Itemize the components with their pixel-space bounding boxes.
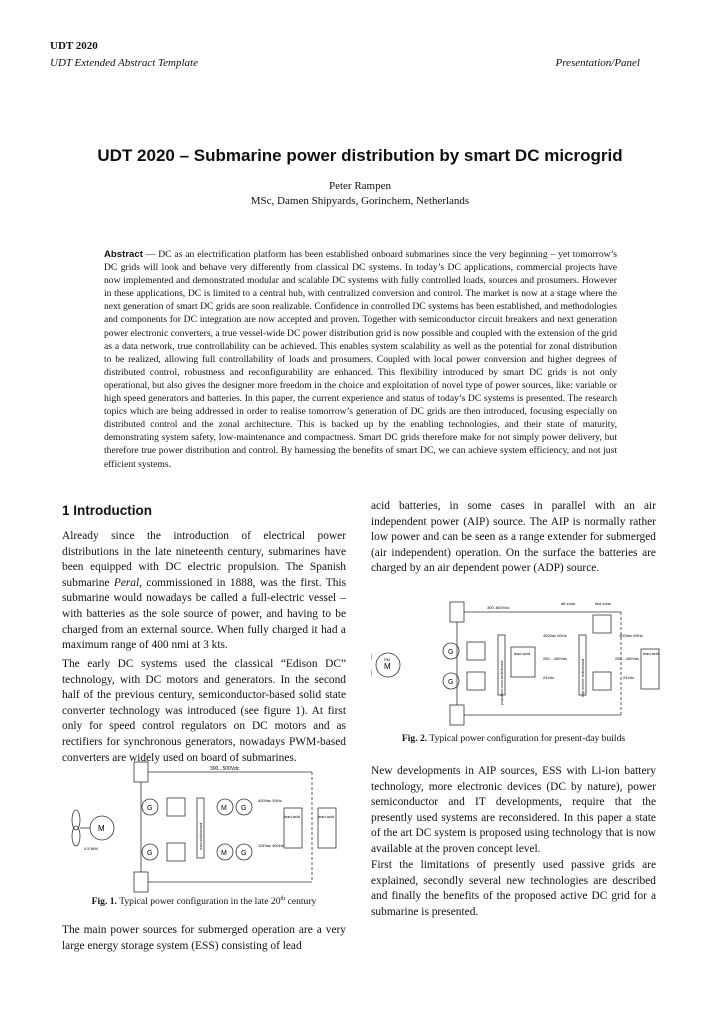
- fig2-motor-symbol: M: [384, 662, 391, 671]
- author-name: Peter Rampen: [328, 180, 391, 192]
- fig1-mg-bottom-gen: G: [241, 850, 247, 857]
- fig1-mg-bottom-rating: 115Vac 400Hz: [258, 843, 284, 848]
- p1-text-b: , commissioned in 1888, was the first. This submarine would nowadays be called a full-electric vessel – with batteries as the sole source of power, and having to be charged from an external source. When fully charged it had a maximum range of 400 nmi at 3 kts.: [62, 576, 347, 652]
- fig1-label: Fig. 1.: [91, 896, 117, 908]
- fig2-gen-bottom-label: G: [448, 679, 454, 686]
- fig2-battery-b: lead acid: [643, 651, 660, 656]
- fig2-label: Fig. 2.: [401, 733, 428, 744]
- fig2-bus-label: 300..800Vdc: [487, 605, 510, 610]
- intro-paragraph-5: New developments in AIP sources, ESS with Li-ion battery technology, more electronic devices (DC by nature), power semiconductor and IT developments, require that the presently used systems are reconsidered. In this paper a state of the art DC system is proposed using technology that is now available at the proven concept level.: [371, 765, 656, 855]
- fig2-switchboard-b-label: ship service switchboard: [581, 658, 585, 697]
- template-label: UDT Extended Abstract Template: [50, 57, 198, 69]
- intro-paragraph-6: First the limitations of presently used passive grids are explained, secondly several new technologies are described and finally the benefits of the proposed active DC grid for a submarine is presented.: [371, 859, 656, 918]
- p1-italic: Peral: [113, 576, 140, 589]
- fig1-gen-bottom-label: G: [147, 850, 153, 857]
- fig1-top-converter: [134, 762, 148, 782]
- fig1-mg-top-rating: 400Vac 50Hz: [258, 798, 282, 803]
- fig1-bottom-converter: [134, 872, 148, 892]
- fig1-motor-rating: 4.5 MW: [84, 846, 98, 851]
- abstract-text: — DC as an electrification platform has been established onboard submarines since the very beginning – yet tomorrow’s DC grids will look and behave very differently from classical DC systems. In today’s DC applications, commercial projects have now implemented and demonstrated modular and scalable DC systems with fully controlled loads, sources and prosumers. However in these applications, DC is limited to a central hub, with centralized conversion and control. The market is now at a stage where the next generation of smart DC grids are soon realizable. Confidence in controlled DC systems has been established, and methodologies and components for DC integration are now accepted and proven. Together with semiconductor circuit breakers and next generation power electronic converters, a true vessel-wide DC power distribution grid is now possible and coupled with the extension of the grid as a data network, true controllability can be achieved. This enables system scalability as well as the potential for zonal distribution to be realized, allowing full controllability of loads and prosumers. Coupled with local power conversion and higher degrees of distributed control, robustness and reconfigurability are enhanced. This flexibility introduced by smart DC grids is not only operational, but also gives the designer more freedom in the choice and exploitation of novel type of power sources, like: variable or high speed generators and batteries. In this paper, the current experience and status of today’s DC systems is presented. The research topics which are being addressed in order to realise tomorrow’s generation of DC grids are then introduced, focusing especially on distributed control and the zonal architecture. This is backed up by the enabling technologies, and their state of maturity, demonstrating system safety, low-maintenance and compactness. Smart DC grids therefore make for not simply power delivery, but therefore true power distribution and control. By harnessing the benefits of smart DC, we can achieve system efficiency, and not just efficient systems.: [104, 249, 617, 470]
- fig2-ac-a: 400Vac 60Hz: [543, 633, 567, 638]
- figure-2-diagram: [371, 597, 661, 732]
- fig2-gen-top-label: G: [448, 649, 454, 656]
- fig2-switchboard-a-label: propulsion main switchboard: [500, 660, 504, 705]
- category-label: Presentation/Panel: [555, 57, 640, 69]
- p1-text-a: Already since the introduction of electrical power distributions in the late nineteenth century, submarines have been equipped with DC electric propulsion. The Spanish submarine: [62, 530, 346, 589]
- fig1-battery-a: lead acid: [284, 814, 301, 819]
- intro-paragraph-2: The early DC systems used the classical “Edison DC” technology, with DC motors and generators. In the second half of the previous century, semiconductor-based solid state converter technology was introduced (see figure 1). At first only for speed control regulators on DC motors and as rectifiers for synchronous generators, nowadays PWM-based converters are widely used on board of submarines.: [62, 658, 346, 764]
- fig2-top-converter: [450, 602, 464, 622]
- intro-paragraph-1: [62, 529, 346, 654]
- section-heading: 1 Introduction: [62, 503, 152, 518]
- fig1-battery-b: lead acid: [318, 814, 335, 819]
- abstract: [104, 248, 617, 471]
- fig2-bottom-converter: [450, 705, 464, 725]
- figure-1-caption: [62, 896, 346, 907]
- fig1-mg-bottom-motor: M: [221, 850, 227, 857]
- abstract-label: Abstract: [104, 249, 143, 260]
- fig1-bus-label: 300...500Vdc: [210, 766, 240, 772]
- fig2-zone-aft: aft zone: [561, 601, 576, 606]
- fig2-dc-a: 250…440Vdc: [543, 656, 568, 661]
- fig2-dc24-b: 24Vdc: [623, 675, 635, 680]
- fig2-battery-a: lead acid: [514, 651, 531, 656]
- intro-paragraph-4: acid batteries, in some cases in parallel with an air independent power (AIP) source. The AIP is normally rather low power and can be seen as a range extender for submerged (air independent) operation. On the surface the batteries are charged by an air dependent power (ADP) source.: [371, 500, 656, 575]
- paper-title: UDT 2020 – Submarine power distribution by smart DC microgrid: [97, 146, 623, 165]
- fig1-caption-sup: th: [280, 896, 286, 902]
- conference-label: UDT 2020: [50, 40, 98, 52]
- fig2-motor-tag: PM: [384, 657, 390, 662]
- fig1-caption-end: century: [285, 896, 317, 908]
- fig1-caption-text: Typical power configuration in the late 20: [116, 896, 281, 908]
- fig1-motor-symbol: M: [98, 824, 105, 833]
- fig2-zone-fwd: fwd zone: [595, 601, 612, 606]
- fig2-caption-text: Typical power configuration for present-day builds: [427, 733, 626, 744]
- author-affiliation: MSc, Damen Shipyards, Gorinchem, Netherlands: [250, 195, 470, 207]
- fig1-gen-top-label: G: [147, 805, 153, 812]
- fig1-mg-top-motor: M: [221, 805, 227, 812]
- figure-2-caption: [371, 733, 656, 744]
- intro-paragraph-3: The main power sources for submerged operation are a very large energy storage system (ESS) consisting of lead: [62, 924, 346, 952]
- fig2-dc24-a: 24Vdc: [543, 675, 555, 680]
- fig1-switchboard-label: main switchboard: [199, 822, 203, 850]
- figure-1-diagram: [62, 760, 352, 895]
- fig2-ac-b: 400Vac 60Hz: [619, 633, 643, 638]
- fig2-dc-b: 250…440Vdc: [615, 656, 640, 661]
- fig1-mg-top-gen: G: [241, 805, 247, 812]
